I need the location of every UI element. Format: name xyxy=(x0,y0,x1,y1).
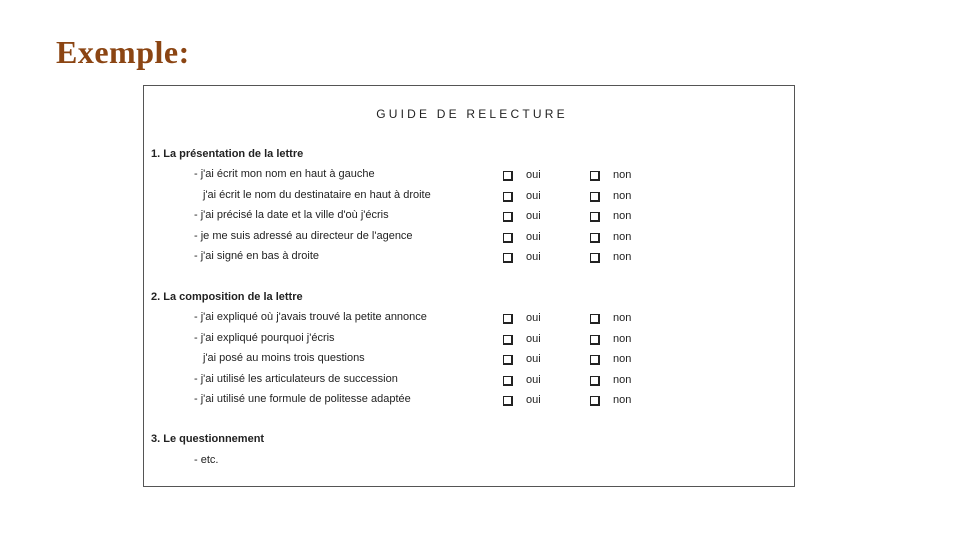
no-option[interactable] xyxy=(590,374,631,386)
checklist-row xyxy=(144,373,794,387)
no-label: non xyxy=(613,169,632,181)
item-text: - etc. xyxy=(194,454,219,466)
checklist-row xyxy=(144,230,794,244)
checkbox-icon[interactable] xyxy=(590,192,600,202)
checklist-row xyxy=(144,311,794,325)
checklist-row xyxy=(144,352,794,366)
no-option[interactable] xyxy=(590,169,631,181)
no-label: non xyxy=(613,353,632,365)
checkbox-icon[interactable] xyxy=(590,314,600,324)
no-label: non xyxy=(613,374,632,386)
checkbox-icon[interactable] xyxy=(590,396,600,406)
no-label: non xyxy=(613,251,632,263)
yes-option[interactable] xyxy=(503,251,541,263)
checkbox-icon[interactable] xyxy=(590,212,600,222)
checkbox-icon[interactable] xyxy=(590,376,600,386)
yes-label: oui xyxy=(526,353,541,365)
checklist-row xyxy=(144,209,794,223)
yes-label: oui xyxy=(526,333,541,345)
item-text: - j'ai précisé la date et la ville d'où j'écris xyxy=(194,209,389,221)
checklist-row xyxy=(144,189,794,203)
no-option[interactable] xyxy=(590,333,631,345)
item-text: - j'ai utilisé une formule de politesse adaptée xyxy=(194,393,411,405)
checkbox-icon[interactable] xyxy=(503,396,513,406)
no-label: non xyxy=(613,190,632,202)
no-label: non xyxy=(613,394,632,406)
checkbox-icon[interactable] xyxy=(503,314,513,324)
no-option[interactable] xyxy=(590,394,631,406)
document-title: GUIDE DE RELECTURE xyxy=(376,107,568,121)
checklist-row xyxy=(144,332,794,346)
yes-label: oui xyxy=(526,312,541,324)
checkbox-icon[interactable] xyxy=(590,171,600,181)
no-option[interactable] xyxy=(590,312,631,324)
yes-label: oui xyxy=(526,394,541,406)
yes-option[interactable] xyxy=(503,353,541,365)
yes-label: oui xyxy=(526,231,541,243)
item-text: - j'ai expliqué pourquoi j'écris xyxy=(194,332,335,344)
no-label: non xyxy=(613,333,632,345)
item-text: - j'ai écrit mon nom en haut à gauche xyxy=(194,168,375,180)
checkbox-icon[interactable] xyxy=(503,376,513,386)
section-heading: 2. La composition de la lettre xyxy=(151,291,303,303)
no-option[interactable] xyxy=(590,231,631,243)
checkbox-icon[interactable] xyxy=(503,233,513,243)
checkbox-icon[interactable] xyxy=(503,212,513,222)
item-text: - j'ai utilisé les articulateurs de succession xyxy=(194,373,398,385)
yes-label: oui xyxy=(526,169,541,181)
checkbox-icon[interactable] xyxy=(590,355,600,365)
no-option[interactable] xyxy=(590,210,631,222)
no-option[interactable] xyxy=(590,251,631,263)
document-image xyxy=(143,85,795,487)
item-text: - j'ai expliqué où j'avais trouvé la petite annonce xyxy=(194,311,427,323)
no-label: non xyxy=(613,231,632,243)
yes-label: oui xyxy=(526,210,541,222)
yes-option[interactable] xyxy=(503,312,541,324)
checklist-row xyxy=(144,393,794,407)
checkbox-icon[interactable] xyxy=(503,171,513,181)
checkbox-icon[interactable] xyxy=(503,192,513,202)
checkbox-icon[interactable] xyxy=(590,335,600,345)
yes-label: oui xyxy=(526,190,541,202)
checklist-row xyxy=(144,168,794,182)
yes-option[interactable] xyxy=(503,210,541,222)
yes-label: oui xyxy=(526,374,541,386)
item-text: - j'ai signé en bas à droite xyxy=(194,250,320,262)
yes-option[interactable] xyxy=(503,374,541,386)
yes-option[interactable] xyxy=(503,190,541,202)
yes-label: oui xyxy=(526,251,541,263)
yes-option[interactable] xyxy=(503,169,541,181)
no-label: non xyxy=(613,210,632,222)
checkbox-icon[interactable] xyxy=(503,355,513,365)
yes-option[interactable] xyxy=(503,333,541,345)
no-option[interactable] xyxy=(590,190,631,202)
yes-option[interactable] xyxy=(503,231,541,243)
checkbox-icon[interactable] xyxy=(503,253,513,263)
section-heading: 3. Le questionnement xyxy=(151,433,265,445)
checklist-row xyxy=(144,454,794,468)
item-text: j'ai posé au moins trois questions xyxy=(203,352,365,364)
checkbox-icon[interactable] xyxy=(590,253,600,263)
checkbox-icon[interactable] xyxy=(590,233,600,243)
item-text: j'ai écrit le nom du destinataire en haut à droite xyxy=(203,189,431,201)
section-heading: 1. La présentation de la lettre xyxy=(151,148,304,160)
no-option[interactable] xyxy=(590,353,631,365)
checklist-row xyxy=(144,250,794,264)
no-label: non xyxy=(613,312,632,324)
checkbox-icon[interactable] xyxy=(503,335,513,345)
item-text: - je me suis adressé au directeur de l'agence xyxy=(194,230,413,242)
slide-title: Exemple: xyxy=(56,34,190,70)
yes-option[interactable] xyxy=(503,394,541,406)
